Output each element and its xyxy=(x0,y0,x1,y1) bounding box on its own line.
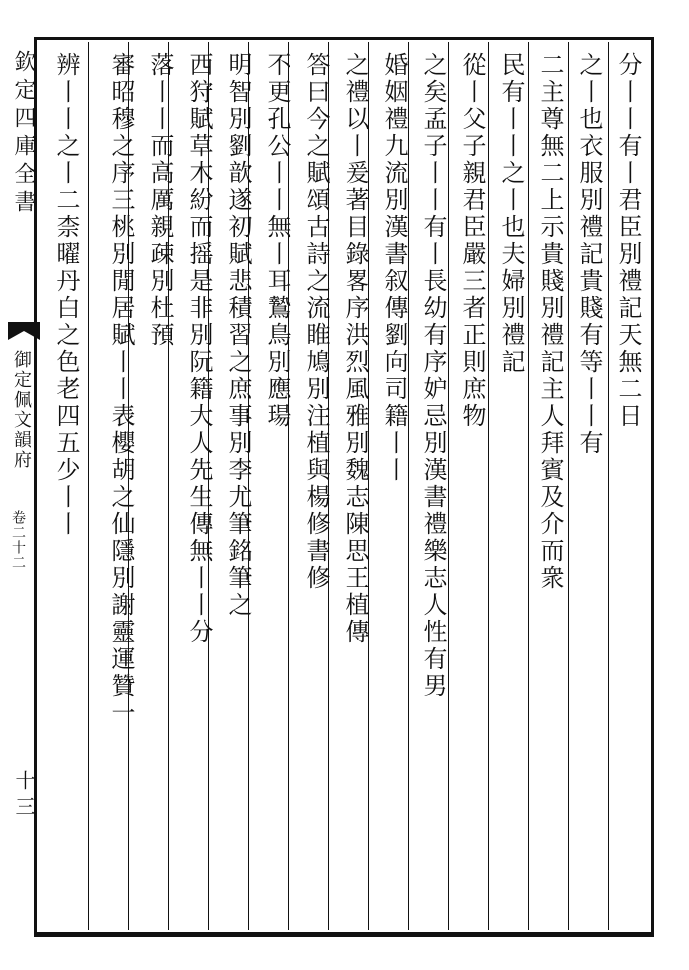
text-column: 之矣孟子丨丨有丨長幼有序妒忌別漢書禮樂志人性有男 xyxy=(419,52,447,700)
column-rule xyxy=(88,42,89,930)
column-rule xyxy=(528,42,529,930)
book-title: 御定佩文韻府 xyxy=(11,350,32,470)
text-column: 明智別劉歆遂初賦悲積習之庶事別李尤筆銘筆之 xyxy=(224,52,252,619)
text-column: 落丨丨而高厲親疎別杜預 xyxy=(146,52,174,349)
text-column: 不更孔公丨丨無丨耳鷙鳥別應瑒 xyxy=(263,52,291,430)
collection-title: 欽定四庫全書 xyxy=(11,50,36,218)
bottom-rule xyxy=(34,932,654,935)
text-column: 二主尊無二上示貴賤別禮記主人拜賓及介而衆 xyxy=(536,52,564,592)
column-rule xyxy=(568,42,569,930)
text-column: 辨丨丨之丨二柰曜丹白之色老四五少丨丨 xyxy=(52,52,80,538)
column-rule xyxy=(408,42,409,930)
text-column: 西狩賦草木紛而摇是非別阮籍大人先生傳無丨丨分 xyxy=(185,52,213,646)
text-column: 婚姻禮九流別漢書叙傳劉向司籍丨丨 xyxy=(380,52,408,484)
column-rule xyxy=(488,42,489,930)
text-column: 之丨也衣服別禮記貴賤有等丨丨有 xyxy=(575,52,603,457)
text-column: 答曰今之賦頌古詩之流睢鳩別注植與楊修書修 xyxy=(302,52,330,592)
page-number: 十三 xyxy=(12,770,36,822)
text-column: 之禮以丨爰著目錄畧序洪烈風雅別魏志陳思王植傳 xyxy=(341,52,369,646)
book-gutter xyxy=(0,30,42,950)
text-column: 民有丨丨之丨也夫婦別禮記 xyxy=(497,52,525,376)
column-rule xyxy=(608,42,609,930)
text-column: 審昭穆之序三桃別閒居賦丨丨表櫻胡之仙隱別謝靈運贊一 xyxy=(107,52,135,727)
text-column: 分丨丨有丨君臣別禮記天無二日 xyxy=(614,52,642,430)
volume-mark: 卷二十二 xyxy=(10,510,26,570)
column-rule xyxy=(448,42,449,930)
fish-tail-mark-icon xyxy=(8,322,40,340)
text-column: 從丨父子親君臣嚴三者正則庶物 xyxy=(458,52,486,430)
